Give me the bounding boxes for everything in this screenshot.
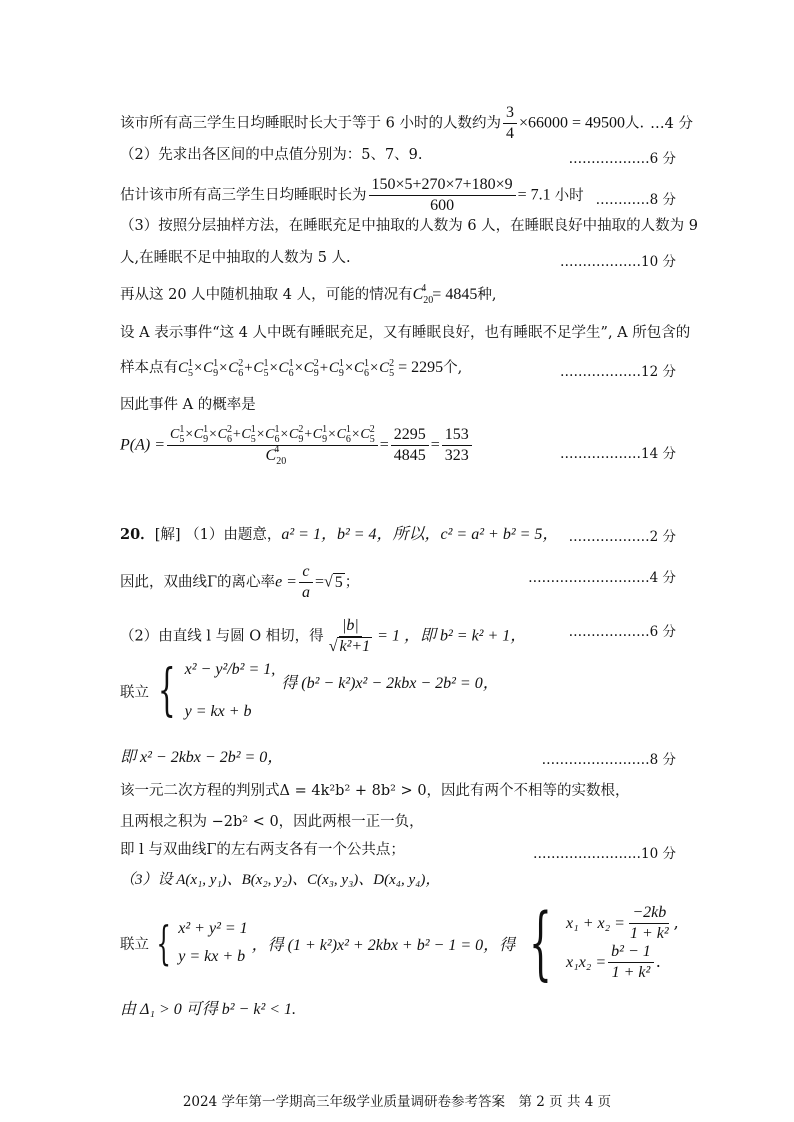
answer-line-3: 估计该市所有高三学生日均睡眠时长为 $\frac{150\times 5+270\times 7+180\times 9}{600}$ = 7.1 小时	[120, 176, 584, 214]
q20-line-8: 即 l 与双曲线Γ的左右两支各有一个公共点；	[120, 842, 405, 858]
score-mark: ………………6 分	[568, 151, 676, 167]
fraction: $\frac{2295}{4845}$	[391, 426, 429, 465]
score-mark: ……………………10 分	[533, 846, 676, 862]
score-mark: ………………12 分	[560, 364, 676, 380]
question-number: 20．	[120, 526, 155, 543]
fraction: $\frac{c}{a}$	[299, 563, 313, 602]
equation-system-1: 联立 { x² − y²/b² = 1, y = kx + b 得 (b² − k²)x² − 2kbx − 2b² = 0，	[120, 658, 499, 723]
brace-icon: {	[529, 896, 553, 989]
score-mark: ………………6 分	[568, 624, 676, 640]
score-mark: ………………………4 分	[528, 570, 676, 586]
answer-line-4: （3）按照分层抽样方法，在睡眠充足中抽取的人数为 6 人，在睡眠良好中抽取的人数为 9	[120, 218, 698, 234]
q20-line-7: 且两根之积为 −2b² < 0，因此两根一正一负，	[120, 814, 424, 830]
equation-system-2: 联立 { x² + y² = 1 y = kx + b ，得 (1 + k²)x² + 2kbx + b² − 1 = 0，得 { x₁ + x₂ = $\frac{-2kb}{\text{1 + k²}}$ , x₁x₂ = $\frac{\text{b² − 1}}{\text{1 + k²}}$ .	[120, 896, 679, 989]
answer-line-8: 样本点有$C_5^1\times C_9^1\times C_6^2+C_5^1\times C_6^1\times C_9^2+C_9^1\times C_6^1\times C_5^2 = 2295$个,	[120, 358, 463, 379]
answer-line-6: 再从这 20 人中随机抽取 4 人，可能的情况有$C_{20}^4 = 4845$种,	[120, 283, 497, 306]
answer-line-7: 设 A 表示事件“这 4 人中既有睡眠充足，又有睡眠良好，也有睡眠不足学生”, A 所包含的	[120, 325, 691, 341]
fraction: $\frac{153}{323}$	[442, 426, 472, 465]
q20-line-9: （3）设 A(x₁, y₁)、B(x₂, y₂)、C(x₃, y₃)、D(x₄, y₄)，	[120, 872, 441, 888]
fraction: $\frac{|b|}{\text{√ k²+1}}$	[328, 617, 371, 655]
probability-fraction: $\frac{C_5^1\times C_9^1\times C_6^2+C_5^1\times C_6^1\times C_9^2+C_9^1\times C_6^1\times C_5^2}{C_{20}^4}$	[167, 426, 378, 465]
expression: ×66000 = 49500	[518, 114, 625, 132]
answer-line-2: （2）先求出各区间的中点值分别为：5、7、9.	[120, 147, 423, 163]
answer-line-1: 该市所有高三学生日均睡眠时长大于等于 6 小时的人数约为 $\frac{3}{4}$ ×66000 = 49500人. …4 分	[120, 104, 693, 142]
combination: $C_{20}^4$	[412, 283, 434, 306]
score-mark: …4 分	[650, 115, 693, 132]
answer-line-5: 人,在睡眠不足中抽取的人数为 5 人.	[120, 250, 351, 266]
q20-line-6: 该一元二次方程的判别式Δ = 4k²b² + 8b² > 0，因此有两个不相等的实数根，	[120, 783, 630, 799]
score-mark: ……………………8 分	[541, 752, 676, 768]
score-mark: ………………14 分	[560, 446, 676, 462]
score-mark: …………8 分	[595, 192, 676, 208]
brace-icon: {	[156, 916, 171, 970]
fraction: $\frac{3}{4}$	[503, 104, 517, 143]
score-mark: ………………2 分	[568, 529, 676, 545]
brace-icon: {	[157, 658, 176, 723]
probability-formula: P(A) = $\frac{C_5^1\times C_9^1\times C_6^2+C_5^1\times C_6^1\times C_9^2+C_9^1\times C_6^1\times C_5^2}{C_{20}^4}$ = $\frac{2295}{4845}$ = $\frac{153}{323}$	[120, 426, 680, 470]
combination-sum: $C_5^1\times C_9^1\times C_6^2+C_5^1\times C_6^1\times C_9^2+C_9^1\times C_6^1\times C_5^2$	[178, 358, 395, 379]
q20-line-5: 即 x² − 2kbx − 2b² = 0，	[120, 749, 284, 766]
q20-line-11: 由 Δ₁ > 0 可得 b² − k² < 1.	[120, 1001, 297, 1018]
fraction: $\frac{150\times 5+270\times 7+180\times 9}{600}$	[369, 176, 516, 215]
q20-line-1: 20．[解] （1）由题意，a² = 1，b² = 4，所以，c² = a² + b² = 5，	[120, 526, 559, 543]
text: 该市所有高三学生日均睡眠时长大于等于 6 小时的人数约为	[120, 115, 501, 132]
q20-line-2: 因此，双曲线Γ的离心率e = $\frac{c}{a}$ =√ 5 ；	[120, 563, 360, 601]
answer-line-9: 因此事件 A 的概率是	[120, 397, 256, 413]
score-mark: ………………10 分	[560, 254, 676, 270]
q20-line-3: （2）由直线 l 与圆 O 相切，得 $\frac{|b|}{\text{√ k²+1}}$ = 1 ，即 b² = k² + 1，	[120, 617, 527, 655]
page-footer: 2024 学年第一学期高三年级学业质量调研卷参考答案 第 2 页 共 4 页	[182, 1094, 612, 1110]
